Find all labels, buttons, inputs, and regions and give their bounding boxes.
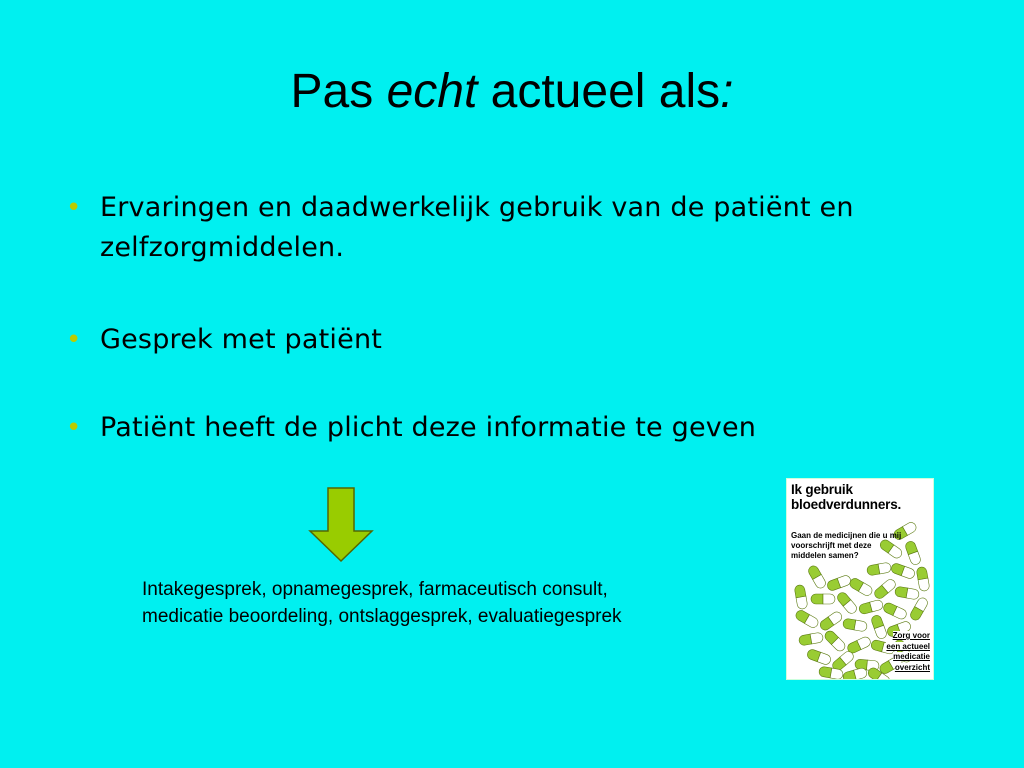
bullet-text: Gesprek met patiënt	[100, 324, 383, 355]
bullet-text: Patiënt heeft de plicht deze informatie te geven	[100, 412, 757, 443]
down-arrow-icon	[306, 487, 376, 563]
poster-title-line: bloedverdunners.	[791, 497, 902, 512]
conversation-types-caption	[142, 576, 792, 630]
title-text-end: actueel als	[477, 65, 721, 118]
capsule-icon	[842, 667, 868, 679]
poster-slogan-line: medicatie	[893, 652, 930, 661]
capsule-icon	[826, 574, 852, 592]
title-colon: :	[720, 65, 734, 118]
bullet-list	[64, 188, 944, 448]
poster-title-line: Ik gebruik	[791, 482, 853, 497]
capsule-icon	[798, 632, 823, 646]
poster-slogan	[868, 631, 930, 673]
caption-line: medicatie beoordeling, ontslaggesprek, evaluatiegesprek	[142, 606, 622, 627]
capsule-icon	[890, 562, 916, 580]
poster-slogan-line: overzicht	[894, 662, 930, 672]
bullet-item	[64, 320, 944, 360]
bullet-icon: •	[66, 413, 82, 443]
blood-thinner-poster	[786, 478, 934, 680]
bullet-icon: •	[66, 325, 82, 355]
capsule-icon	[848, 577, 874, 598]
bullet-item	[64, 188, 944, 268]
title-emphasis: echt	[386, 65, 478, 118]
slide-title	[0, 62, 1024, 122]
poster-title	[791, 482, 933, 512]
poster-slogan-line: een actueel	[886, 641, 930, 651]
capsule-icon	[823, 629, 847, 653]
bullet-item	[64, 408, 944, 448]
capsule-icon	[873, 577, 898, 600]
poster-slogan-line: Zorg voor	[892, 631, 930, 640]
capsule-icon	[811, 594, 835, 604]
capsule-icon	[916, 566, 930, 591]
capsule-icon	[858, 599, 884, 615]
capsule-icon	[894, 586, 919, 600]
capsule-icon	[806, 648, 832, 666]
capsule-icon	[882, 601, 908, 620]
poster-question: Gaan de medicijnen die u mij voorschrijft met deze middelen samen?	[791, 531, 902, 560]
bullet-icon: •	[66, 193, 82, 223]
capsule-icon	[866, 562, 891, 576]
capsule-icon	[794, 609, 820, 630]
title-text-start: Pas	[290, 65, 387, 118]
bullet-text: Ervaringen en daadwerkelijk gebruik van de patiënt en zelfzorgmiddelen.	[100, 192, 854, 263]
caption-line: Intakegesprek, opnamegesprek, farmaceutisch consult,	[142, 579, 608, 600]
capsule-icon	[909, 596, 930, 622]
capsule-icon	[818, 610, 843, 632]
capsule-icon	[794, 584, 808, 609]
capsule-icon	[807, 564, 828, 590]
capsule-icon	[842, 618, 867, 632]
capsule-icon	[835, 591, 858, 616]
